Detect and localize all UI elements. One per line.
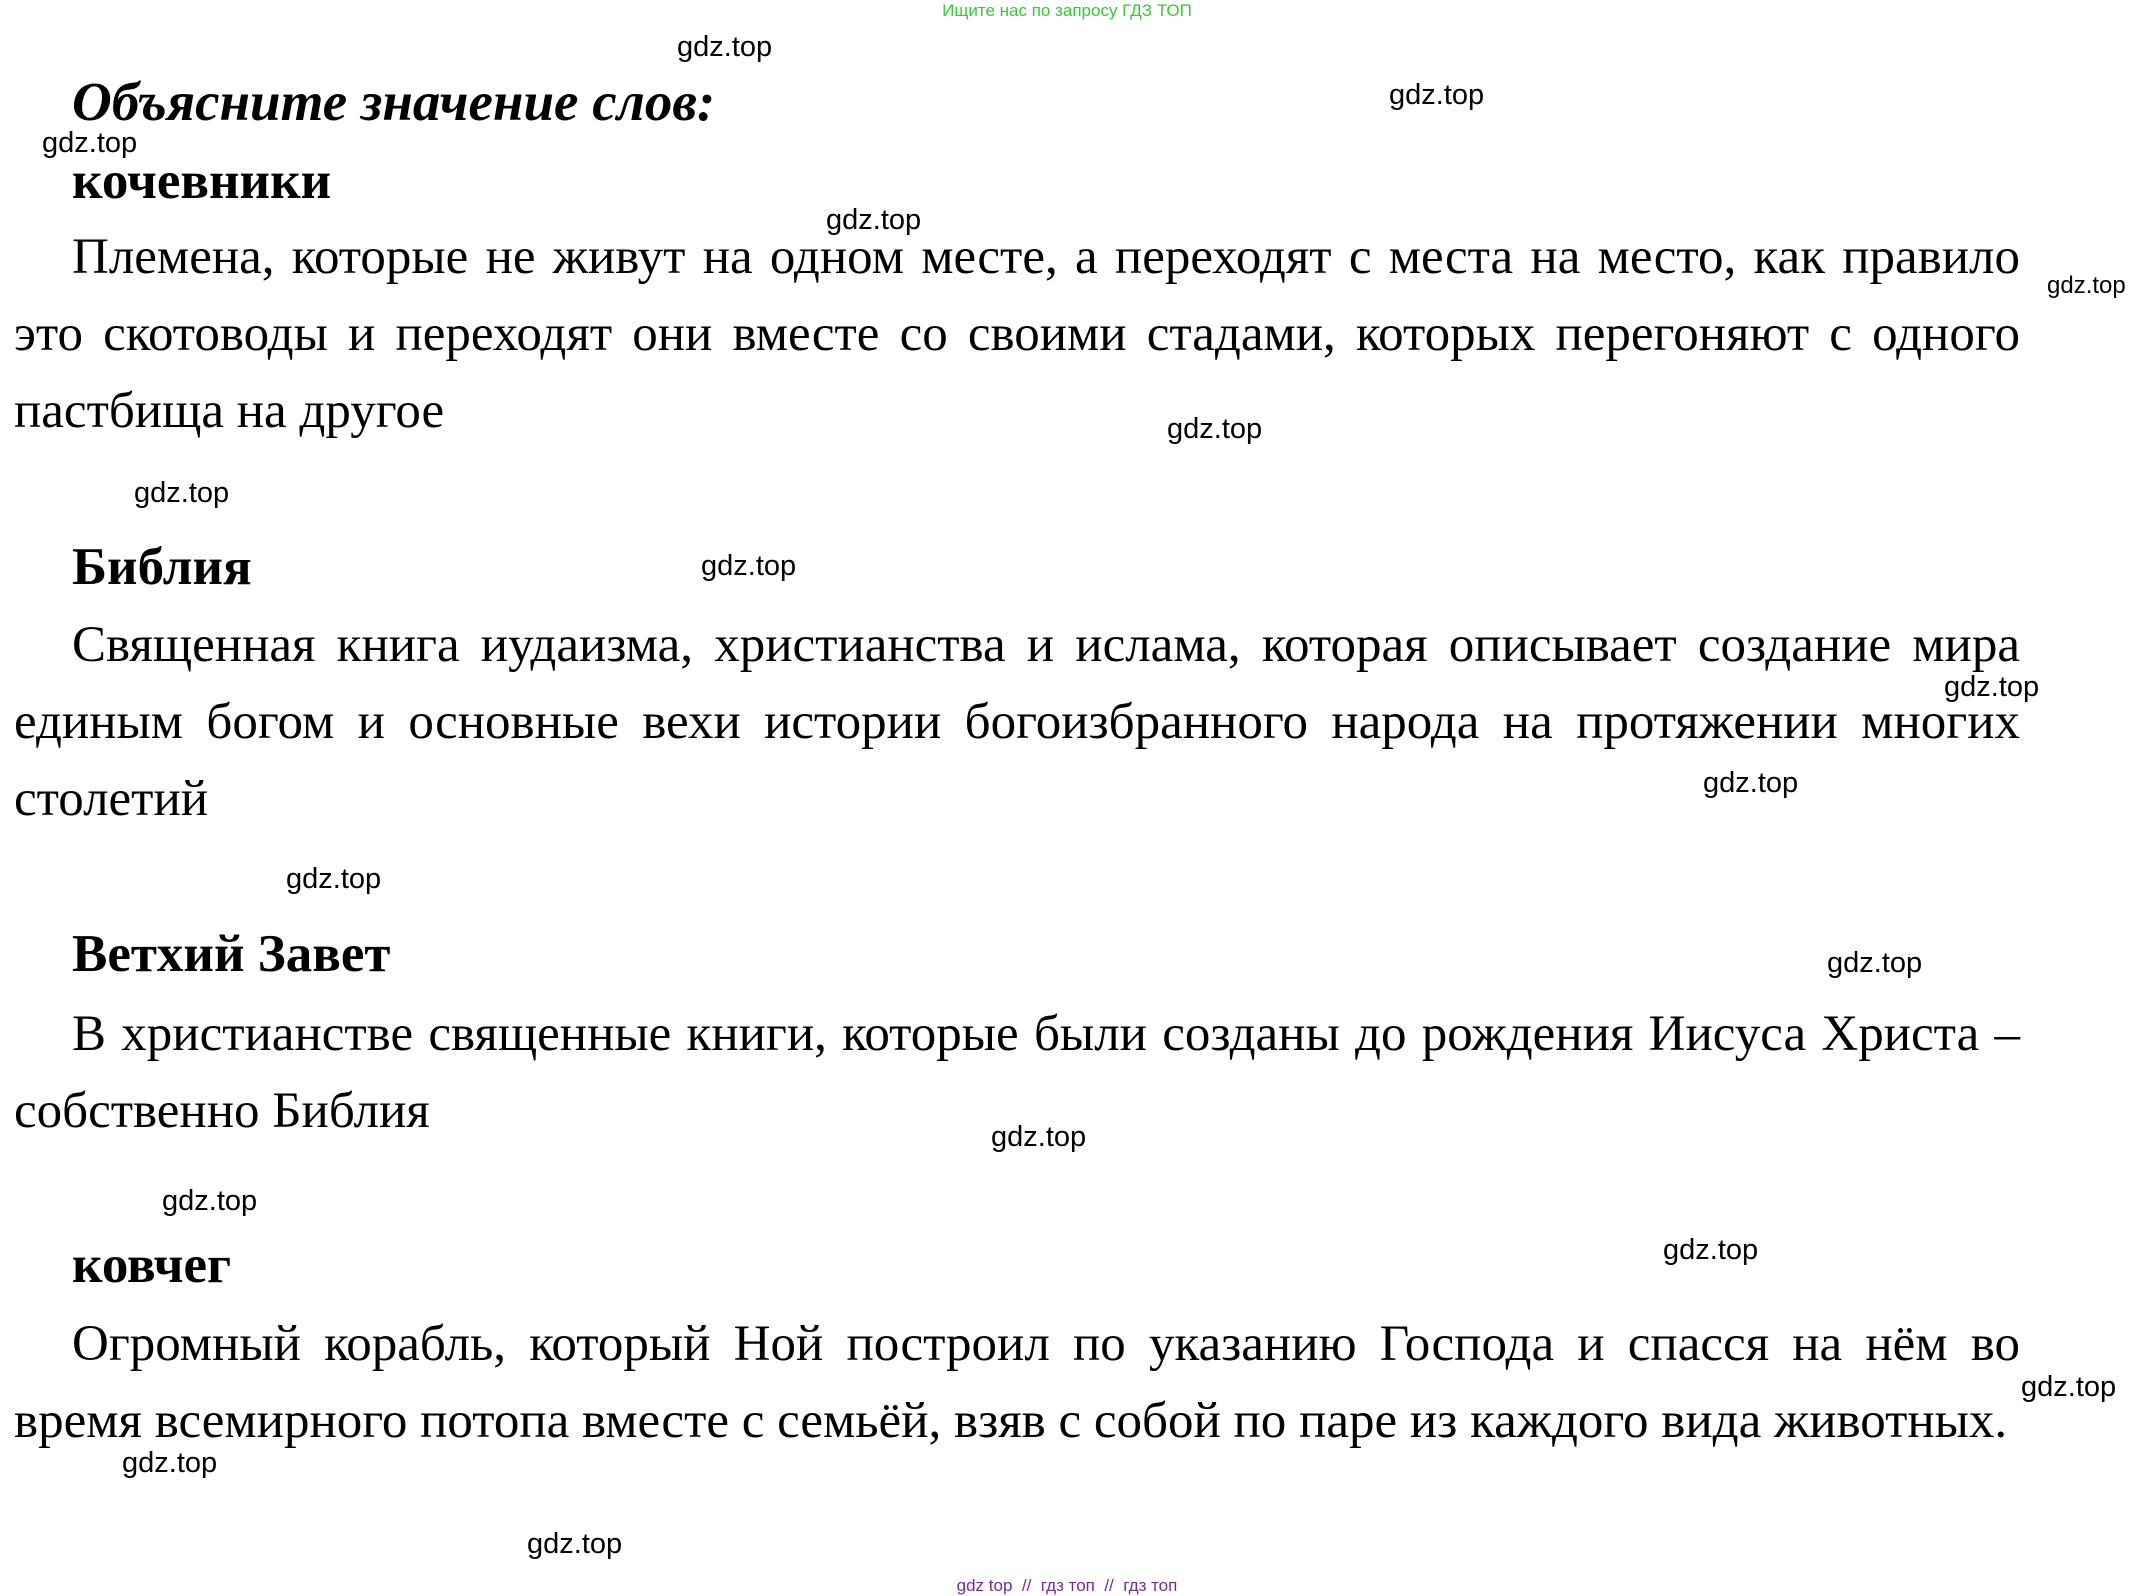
search-hint: Ищите нас по запросу ГДЗ ТОП <box>942 1 1192 20</box>
watermark: gdz.top <box>527 1528 623 1560</box>
watermark: gdz.top <box>2021 1371 2117 1403</box>
watermark: gdz.top <box>826 204 922 236</box>
definition-old-testament: В христианстве священные книги, которые были созданы до рождения Иисуса Христа – собственно Библия <box>14 1006 2020 1139</box>
watermark: gdz.top <box>42 127 138 159</box>
watermark: gdz.top <box>701 550 797 582</box>
watermark: gdz.top <box>1167 413 1263 445</box>
watermark: gdz.top <box>286 863 382 895</box>
definition-ark: Огромный корабль, который Ной построил по указанию Господа и спасся на нём во время всемирного потопа вместе с семьёй, взяв с собой по паре из каждого вида животных. <box>14 1316 2020 1449</box>
watermark: gdz.top <box>1703 767 1799 799</box>
definition-bible: Священная книга иудаизма, христианства и ислама, которая описывает создание мира единым богом и основные вехи истории богоизбранного народа на протяжении многих столетий <box>14 617 2020 827</box>
watermark: gdz.top <box>1944 671 2040 703</box>
watermark: gdz.top <box>677 31 773 63</box>
watermark: gdz.top <box>1389 79 1485 111</box>
watermark: gdz.top <box>2047 272 2126 299</box>
term-old-testament: Ветхий Завет <box>72 925 391 983</box>
term-ark: ковчег <box>72 1236 232 1294</box>
watermark: gdz.top <box>162 1185 258 1217</box>
term-bible: Библия <box>72 538 252 596</box>
definition-nomads: Племена, которые не живут на одном месте, а переходят с места на место, как правило это скотоводы и переходят они вместе со своими стадами, которых перегоняют с одного пастбища на другое <box>14 229 2020 439</box>
watermark: gdz.top <box>122 1447 218 1479</box>
page-title: Объясните значение слов: <box>72 71 716 132</box>
term-nomads: кочевники <box>72 152 332 210</box>
watermark: gdz.top <box>991 1121 1087 1153</box>
watermark: gdz.top <box>1663 1234 1759 1266</box>
watermark: gdz.top <box>1827 947 1923 979</box>
watermark: gdz.top <box>134 477 230 509</box>
footer-watermark: gdz top // гдз топ // гдз топ <box>956 1576 1178 1595</box>
